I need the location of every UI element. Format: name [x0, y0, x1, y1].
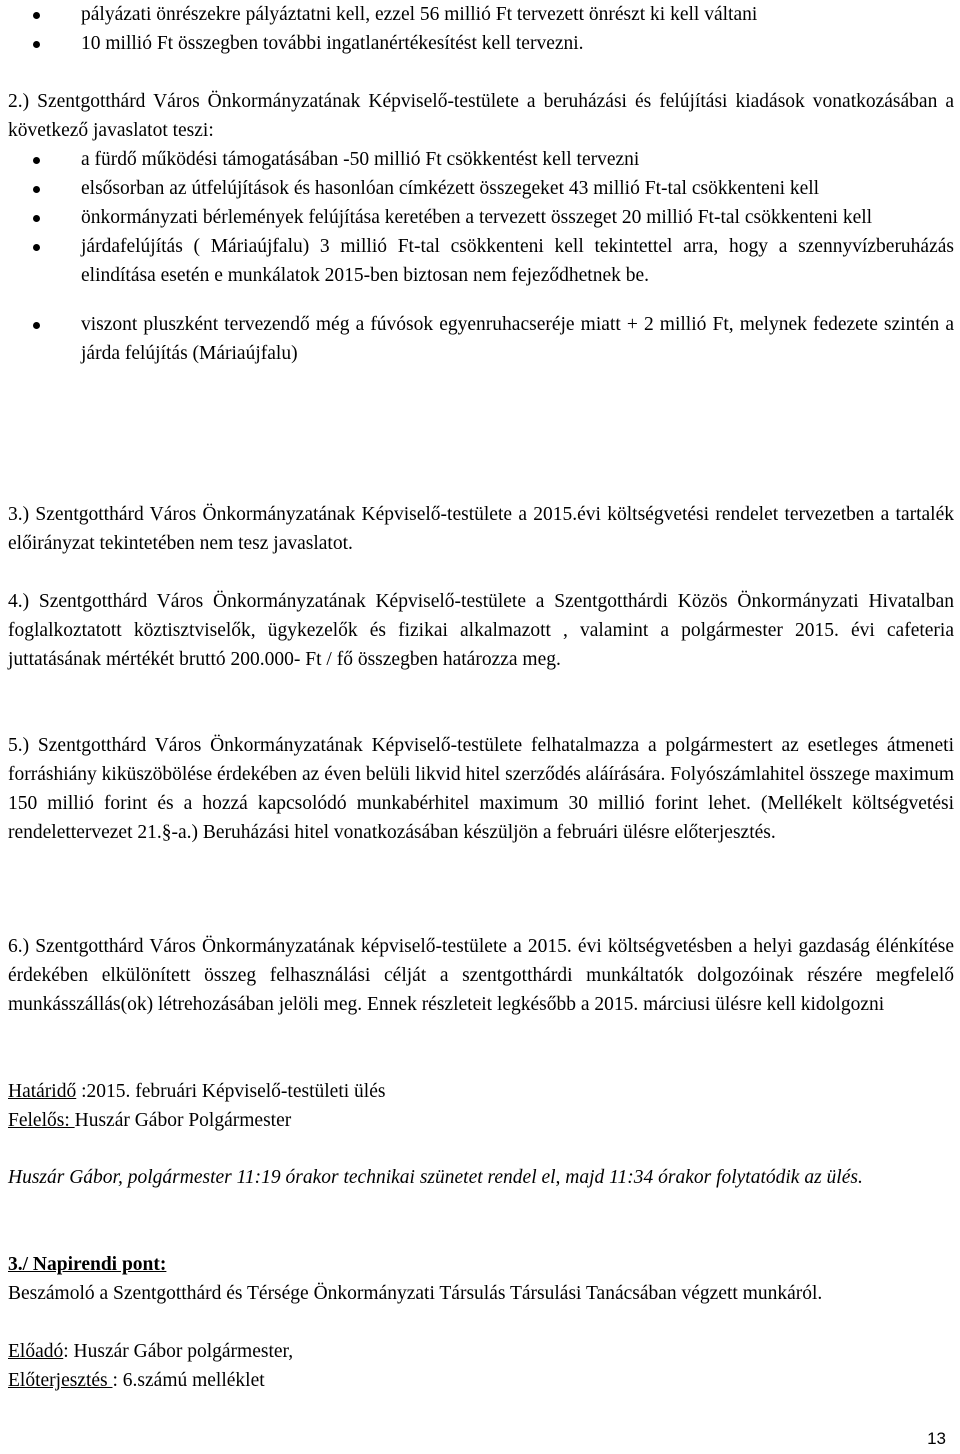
bullet-icon: [33, 12, 40, 19]
agenda-text: Beszámoló a Szentgotthárd és Térsége Önkormányzati Társulás Társulási Tanácsában végzett munkáról.: [8, 1283, 823, 1304]
submission-line: [8, 1366, 954, 1395]
list-item: önkormányzati bérlemények felújítása keretében a tervezett összeget 20 millió Ft-tal csökkenteni kell: [8, 203, 954, 232]
responsible-value: Huszár Gábor Polgármester: [74, 1110, 292, 1131]
list-item: viszont pluszként tervezendő még a fúvósok egyenruhacseréje miatt + 2 millió Ft, melynek fedezete szintén a járda felújítás (Máriaújfalu): [8, 310, 954, 368]
agenda-heading: 3./ Napirendi pont:: [8, 1254, 167, 1275]
bullet-icon: [33, 322, 40, 329]
list-item: pályázati önrészekre pályáztatni kell, ezzel 56 millió Ft tervezett önrészt ki kell váltani: [8, 0, 954, 29]
bullet-icon: [33, 157, 40, 164]
list-item: 10 millió Ft összegben további ingatlanértékesítést kell tervezni.: [8, 29, 954, 58]
bullet-icon: [33, 41, 40, 48]
presenter-value: : Huszár Gábor polgármester,: [63, 1341, 294, 1362]
responsible-line: [8, 1106, 954, 1135]
page-number: 13: [927, 1429, 946, 1448]
presenter-line: [8, 1337, 954, 1366]
break-note: Huszár Gábor, polgármester 11:19 órakor technikai szünetet rendel el, majd 11:34 órakor folytatódik az ülés.: [8, 1167, 863, 1188]
paragraph-3: 3.) Szentgotthárd Város Önkormányzatának Képviselő-testülete a 2015.évi költségvetési rendelet tervezetben a tartalék előirányzat tekintetében nem tesz javaslatot.: [8, 504, 954, 554]
list-item: a fürdő működési támogatásában -50 millió Ft csökkentést kell tervezni: [8, 145, 954, 174]
list-item: járdafelújítás ( Máriaújfalu) 3 millió Ft-tal csökkenteni kell tekintettel arra, hogy a szennyvízberuházás elindítása esetén e munkálatok 2015-ben biztosan nem fejeződhetnek be.: [8, 232, 954, 290]
submission-value: : 6.számú melléklet: [112, 1370, 265, 1391]
paragraph-4: 4.) Szentgotthárd Város Önkormányzatának Képviselő-testülete a Szentgotthárdi Közös Önkormányzati Hivatalban foglalkoztatott köztisztviselők, ügykezelők és fizikai alkalmazott , valamint a polgármester 2015. évi cafeteria juttatásának mértékét bruttó 200.000- Ft / fő összegben határozza meg.: [8, 591, 954, 670]
bullet-icon: [33, 244, 40, 251]
paragraph-6: 6.) Szentgotthárd Város Önkormányzatának képviselő-testülete a 2015. évi költségvetésben a helyi gazdaság élénkítése érdekében elkülönített összeg felhasználási célját a szentgotthárdi munkáltatók dolgozóinak részére megfelelő munkásszállás(ok) létrehozásában jelöli meg. Ennek részleteit legkésőbb a 2015. márciusi ülésre kell kidolgozni: [8, 936, 954, 1015]
list-item: elsősorban az útfelújítások és hasonlóan címkézett összegeket 43 millió Ft-tal csökkenteni kell: [8, 174, 954, 203]
bullet-icon: [33, 215, 40, 222]
paragraph-5: 5.) Szentgotthárd Város Önkormányzatának Képviselő-testülete felhatalmazza a polgármestert az esetleges átmeneti forráshiány kiküszöbölése érdekében az éven belüli likvid hitel szerződés aláírására. Folyószámlahitel összege maximum 150 millió forint és a hozzá kapcsolódó munkabérhitel maximum 30 millió forint lehet. (Mellékelt költségvetési rendelettervezet 21.§-a.) Beruházási hitel vonatkozásában készüljön a februári ülésre előterjesztés.: [8, 735, 954, 843]
deadline-value: :2015. februári Képviselő-testületi ülés: [76, 1081, 386, 1102]
submission-label: Előterjesztés: [8, 1370, 113, 1391]
presenter-label: Előadó: [8, 1341, 64, 1362]
responsible-label: Felelős:: [8, 1110, 75, 1131]
deadline-line: [8, 1077, 954, 1106]
top-bullet-list: [8, 0, 954, 58]
section-2-intro: 2.) Szentgotthárd Város Önkormányzatának Képviselő-testülete a beruházási és felújítási kiadások vonatkozásában a következő javaslatot teszi:: [8, 91, 954, 141]
section-2-bullets: [8, 145, 954, 368]
section-2: [8, 87, 954, 368]
bullet-icon: [33, 186, 40, 193]
deadline-label: Határidő: [8, 1081, 77, 1102]
